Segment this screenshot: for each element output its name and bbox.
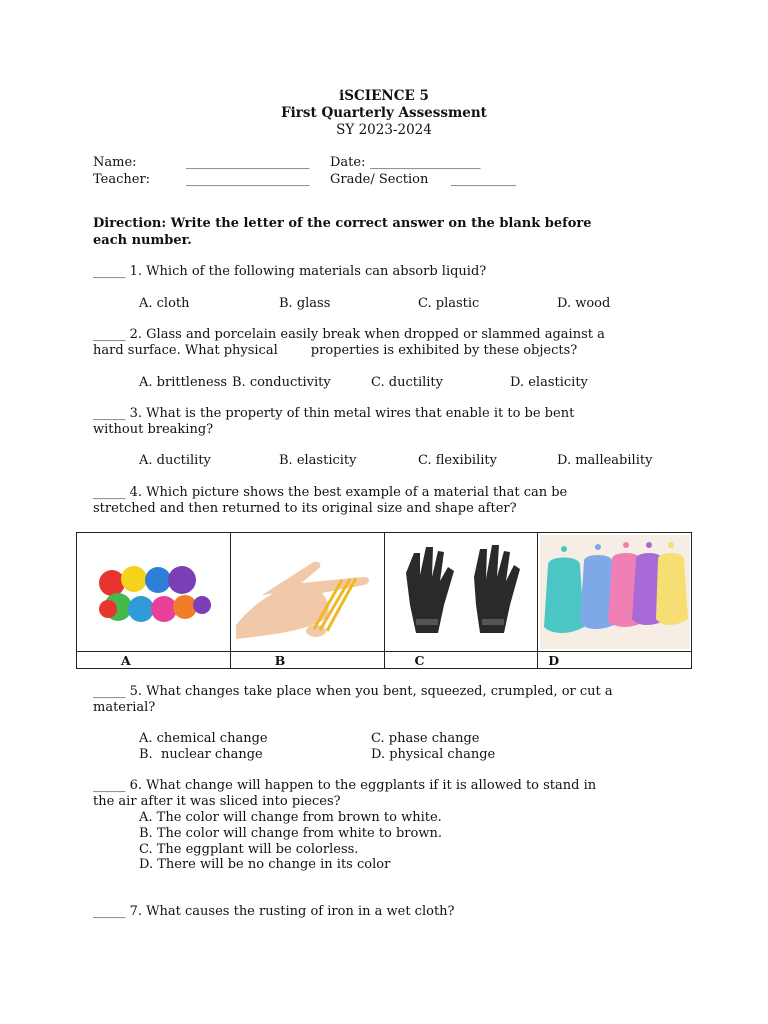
choice: C. phase change bbox=[371, 731, 480, 746]
choice: D. elasticity bbox=[510, 375, 588, 390]
question-text: 6. What change will happen to the eggplants if it is allowed to stand in bbox=[129, 778, 597, 793]
date-blank: _________________ bbox=[370, 155, 481, 170]
direction-line-1: Direction: Write the letter of the correct answer on the blank before bbox=[93, 216, 592, 231]
choice: B. conductivity bbox=[232, 375, 331, 390]
picture-label-c: C bbox=[384, 652, 538, 669]
assessment-title: First Quarterly Assessment bbox=[281, 105, 487, 121]
date-label: Date: bbox=[330, 155, 366, 170]
question-4 bbox=[93, 485, 567, 500]
grade-section-label: Grade/ Section bbox=[330, 172, 429, 187]
name-label: Name: bbox=[93, 155, 137, 170]
teacher-blank: ___________________ bbox=[186, 172, 310, 187]
subject-title: iSCIENCE 5 bbox=[339, 88, 429, 104]
choice: C. plastic bbox=[418, 296, 480, 311]
choice: B. The color will change from white to brown. bbox=[139, 826, 442, 841]
question-1 bbox=[93, 264, 486, 279]
hanging-towels-image bbox=[540, 535, 690, 649]
choice: B. nuclear change bbox=[139, 747, 263, 762]
answer-blank: _____ bbox=[93, 684, 126, 699]
question-7 bbox=[93, 904, 455, 919]
choice: A. ductility bbox=[139, 453, 211, 468]
rubber-band-fingers-image bbox=[232, 535, 382, 649]
question-6 bbox=[93, 778, 596, 793]
choice: A. brittleness bbox=[139, 375, 228, 390]
picture-choices-table bbox=[76, 532, 692, 669]
question-text: 3. What is the property of thin metal wires that enable it to be bent bbox=[129, 406, 575, 421]
choice: C. flexibility bbox=[418, 453, 497, 468]
choice: C. The eggplant will be colorless. bbox=[139, 842, 359, 857]
picture-label-b: B bbox=[230, 652, 384, 669]
question-3 bbox=[93, 406, 574, 421]
choice: A. The color will change from brown to white. bbox=[139, 810, 442, 825]
question-text: 1. Which of the following materials can absorb liquid? bbox=[129, 264, 487, 279]
question-text: 7. What causes the rusting of iron in a wet cloth? bbox=[129, 904, 455, 919]
question-text-cont: hard surface. What physical properties is exhibited by these objects? bbox=[93, 343, 578, 358]
teacher-label: Teacher: bbox=[93, 172, 151, 187]
choice: D. There will be no change in its color bbox=[139, 857, 391, 872]
name-blank: ___________________ bbox=[186, 155, 310, 170]
direction-line-2: each number. bbox=[93, 233, 192, 248]
choice: B. glass bbox=[279, 296, 331, 311]
choice: D. wood bbox=[557, 296, 611, 311]
question-text-cont: without breaking? bbox=[93, 422, 214, 437]
work-gloves-image bbox=[386, 535, 536, 649]
question-text: 4. Which picture shows the best example of a material that can be bbox=[129, 485, 568, 500]
choice: B. elasticity bbox=[279, 453, 357, 468]
picture-cell-c bbox=[384, 533, 538, 652]
answer-blank: _____ bbox=[93, 778, 126, 793]
picture-label-d: D bbox=[538, 652, 692, 669]
choice: A. chemical change bbox=[139, 731, 268, 746]
choice: C. ductility bbox=[371, 375, 443, 390]
choice: A. cloth bbox=[139, 296, 190, 311]
question-text-cont: the air after it was sliced into pieces? bbox=[93, 794, 341, 809]
answer-blank: _____ bbox=[93, 264, 126, 279]
choice: D. physical change bbox=[371, 747, 496, 762]
question-text: 2. Glass and porcelain easily break when dropped or slammed against a bbox=[129, 327, 605, 342]
question-text: 5. What changes take place when you bent, squeezed, crumpled, or cut a bbox=[129, 684, 613, 699]
answer-blank: _____ bbox=[93, 406, 126, 421]
modeling-clay-image bbox=[78, 535, 228, 649]
question-text-cont: stretched and then returned to its original size and shape after? bbox=[93, 501, 517, 516]
picture-cell-a bbox=[77, 533, 231, 652]
answer-blank: _____ bbox=[93, 904, 126, 919]
grade-section-blank: __________ bbox=[451, 172, 516, 187]
choice: D. malleability bbox=[557, 453, 653, 468]
picture-cell-d bbox=[538, 533, 692, 652]
school-year: SY 2023-2024 bbox=[336, 122, 432, 138]
answer-blank: _____ bbox=[93, 485, 126, 500]
picture-label-a: A bbox=[77, 652, 231, 669]
answer-blank: _____ bbox=[93, 327, 126, 342]
question-2 bbox=[93, 327, 605, 342]
question-5 bbox=[93, 684, 613, 699]
picture-cell-b bbox=[230, 533, 384, 652]
question-text-cont: material? bbox=[93, 700, 156, 715]
